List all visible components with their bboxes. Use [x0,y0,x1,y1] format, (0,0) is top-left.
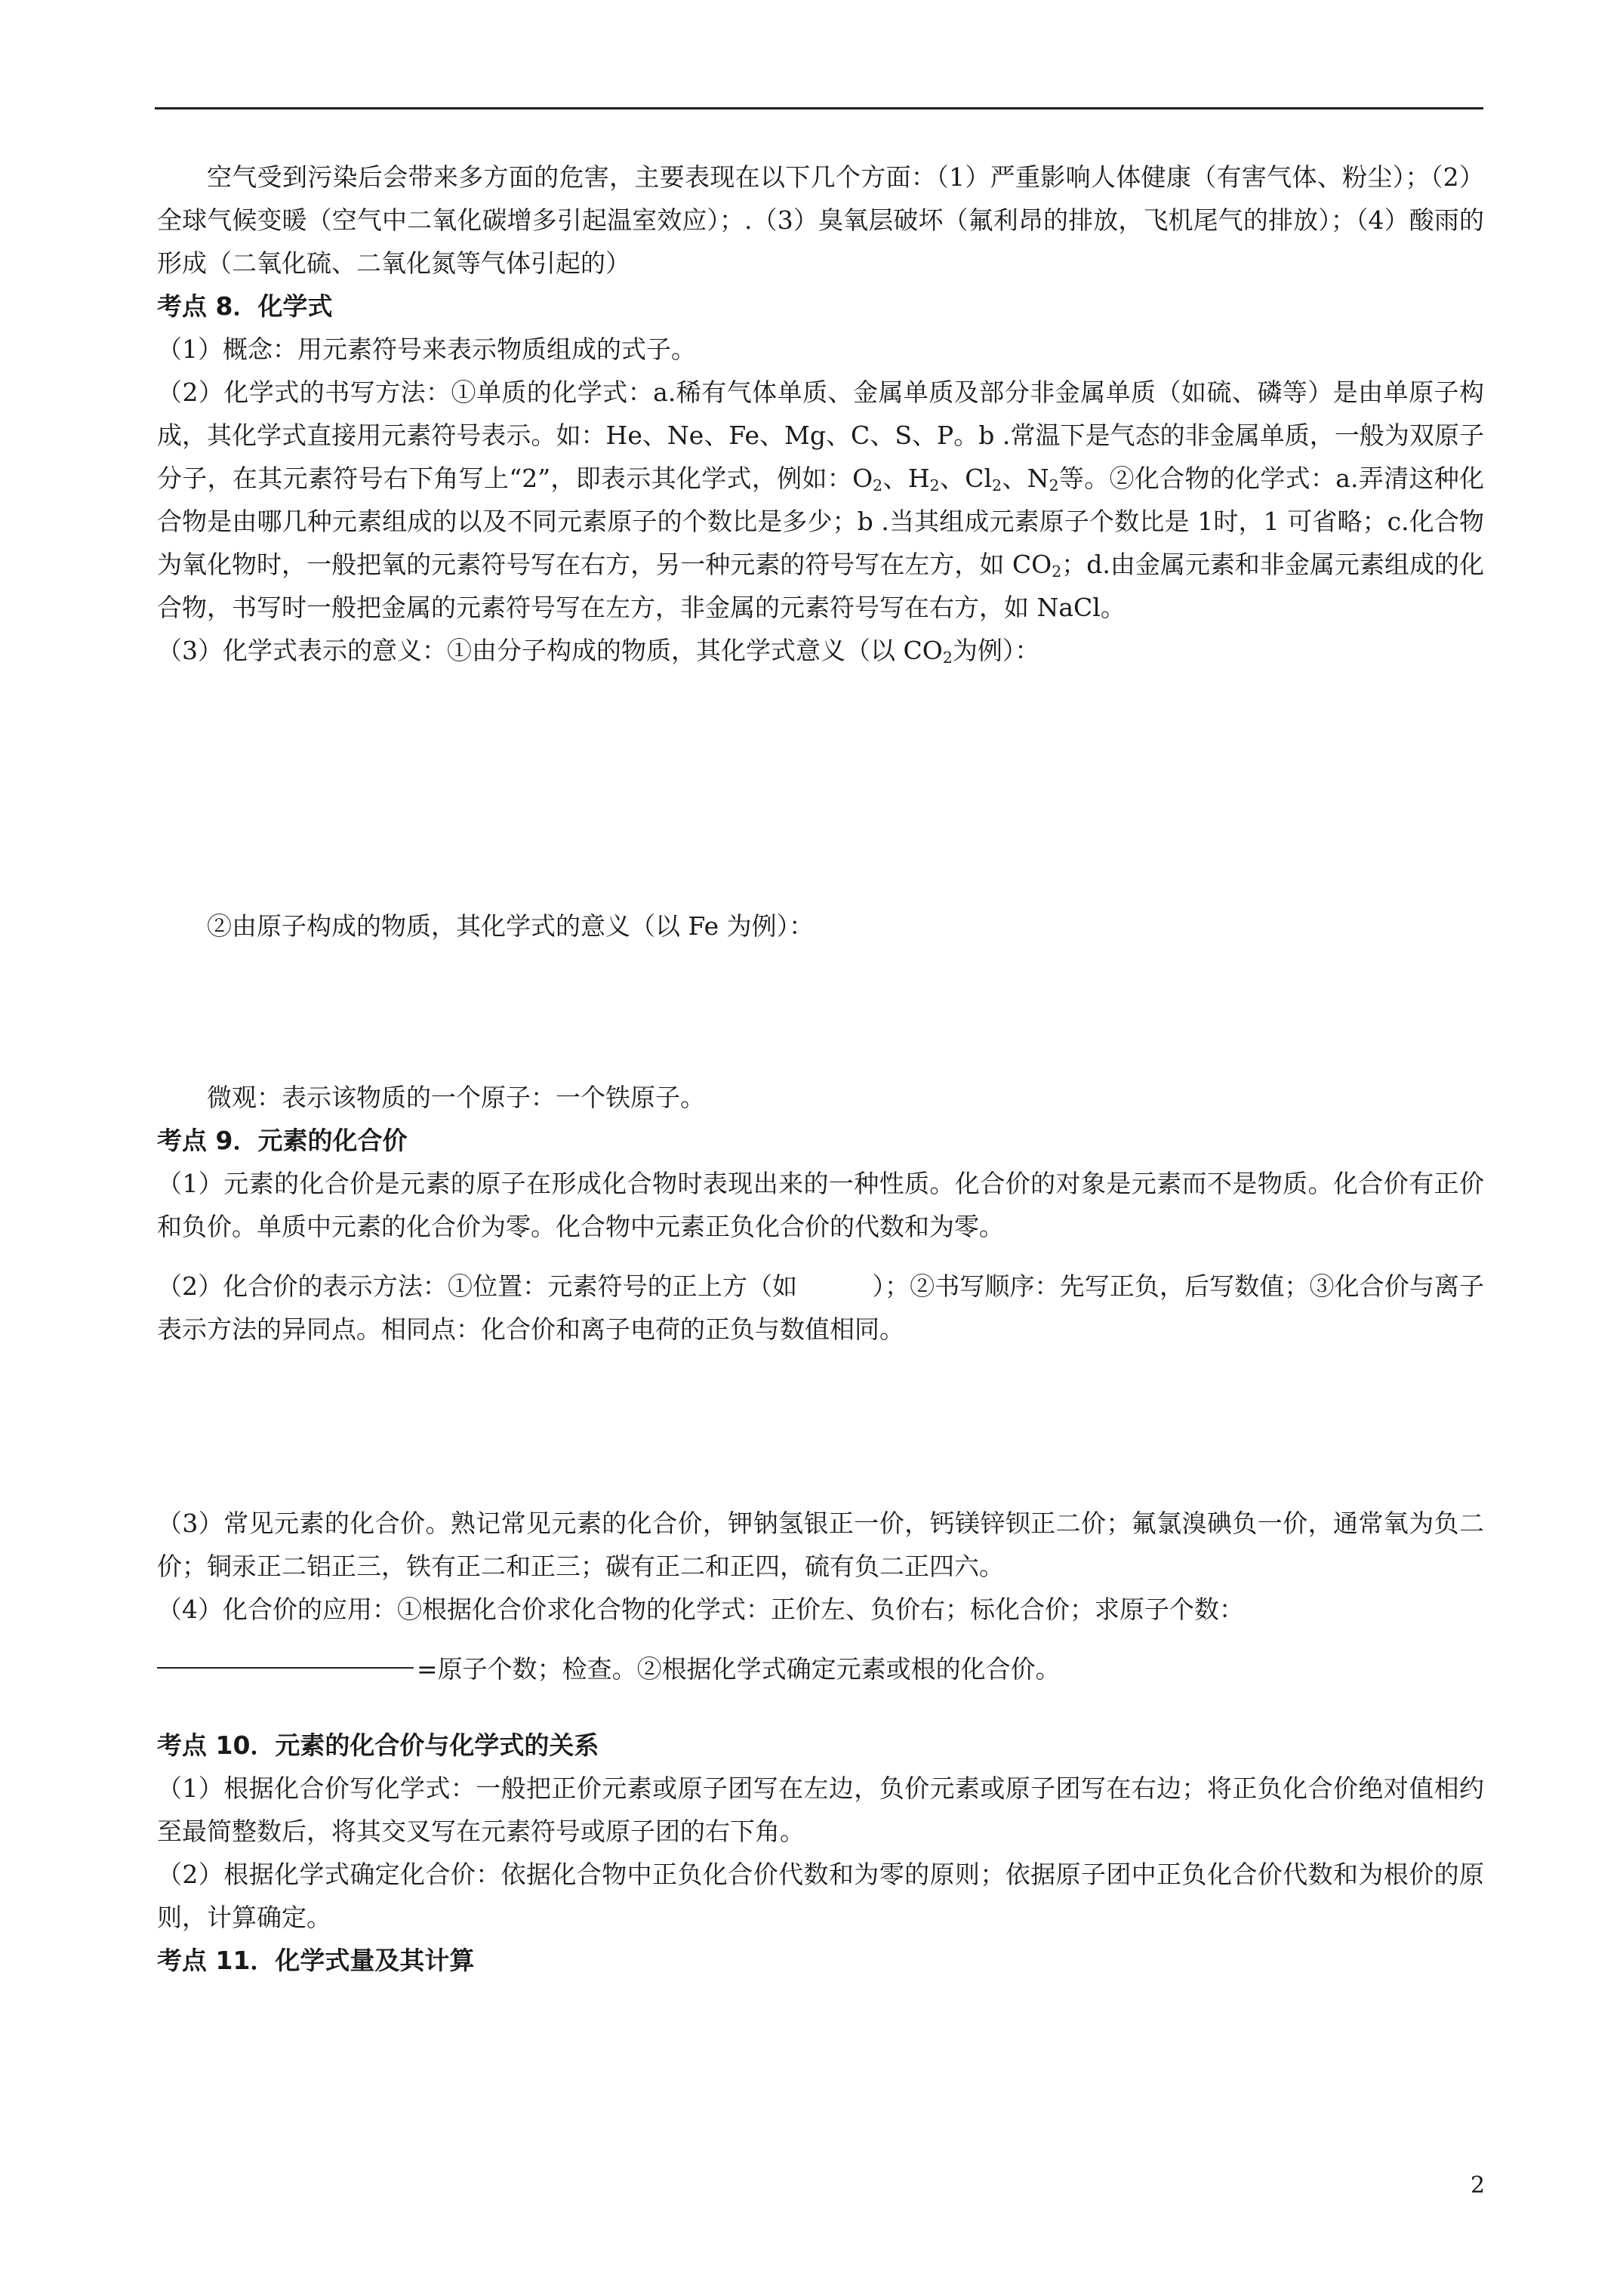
atom-meaning: ②由原子构成的物质，其化学式的意义（以 Fe 为例）： [207,911,815,941]
blank-space-molecule [157,672,1484,905]
document-body [157,156,1484,1982]
common-valences: （3）常见元素的化合价。熟记常见元素的化合价，钾钠氢银正一价，钙镁锌钡正二价；氟氯溴碘负一价，通常氧为负二价；铜汞正二铝正三，铁有正二和正三；碳有正二和正四，硫有负二正四六。 [157,1509,1484,1581]
writing-text-b: 等。②化合物的化学式：a.弄清这种化合物是由哪几种元素组成的以及不同元素原子的个数比是多少；b .当其组成元素原子个数比是 1时，1 可省略；c.化合物为氧化物时，一般把氧的元素符号写在右方，另一种元素的符号写在左方，如 [157,464,1485,579]
valence-notation: （2）化合价的表示方法：①位置：元素符号的正上方（如 ）；②书写顺序：先写正负，后写数值；③化合价与离子表示方法的异同点。相同点：化合价和离子电荷的正负与数值相同。 [157,1271,1484,1344]
formula-co2: $CO_2$ [1012,550,1062,581]
section-title-11: 考点 11．化学式量及其计算 [157,1946,475,1975]
section-title-9: 考点 9．元素的化合价 [157,1126,408,1155]
writing-text-c: ；d.由金属元素和非金属元素组成的化合物，书写时一般把金属的元素符号写在左方，非金属的元素符号写在右方，如 NaCl。 [157,550,1484,622]
header-rule [155,107,1483,109]
formula-o2: $O_2$ [852,464,883,495]
chem-formula-meaning: （3）化学式表示的意义：①由分子构成的物质，其化学式意义（以 $CO_2$为例）： [157,636,1040,667]
blank-space-valence [157,1351,1484,1502]
micro-meaning: 微观：表示该物质的一个原子：一个铁原子。 [207,1083,705,1112]
fraction-blank-line [157,1667,414,1669]
section-title-10: 考点 10．元素的化合价与化学式的关系 [157,1730,599,1760]
valence-application-cont: =原子个数；检查。②根据化学式确定元素或根的化合价。 [157,1647,1484,1690]
air-pollution-paragraph: 空气受到污染后会带来多方面的危害，主要表现在以下几个方面：（1）严重影响人体健康（有害气体、粉尘）；（2）全球气候变暖（空气中二氧化碳增多引起温室效应）；.（3）臭氧层破坏（氟利昂的排放，飞机尾气的排放）；（4）酸雨的形成（二氧化硫、二氧化氮等气体引起的） [157,162,1484,278]
section-title-8: 考点 8．化学式 [157,291,333,321]
writing-text-a: （2）化学式的书写方法：①单质的化学式：a.稀有气体单质、金属单质及部分非金属单质（如硫、磷等）是由单原子构成，其化学式直接用元素符号表示。如：He、Ne、Fe、Mg、C、S、P。b .常温下是气态的非金属单质，一般为双原子分子，在其元素符号右下角写上“2”，即表示其化学式，例如： [157,378,1484,493]
formula-n2: $N_2$ [1027,464,1059,495]
formula-co2-example: $CO_2$ [903,636,953,667]
valence-application: （4）化合价的应用：①根据化合价求化合物的化学式：正价左、负价右；标化合价；求原子个数： [157,1595,1244,1624]
formula-cl2: $Cl_2$ [965,464,1002,495]
valence-from-formula: （2）根据化学式确定化合价：依据化合物中正负化合价代数和为零的原则；依据原子团中正负化合价代数和为根价的原则，计算确定。 [157,1860,1484,1932]
formula-h2: $H_2$ [907,464,940,495]
valence-definition: （1）元素的化合价是元素的原子在形成化合物时表现出来的一种性质。化合价的对象是元素而不是物质。化合价有正价和负价。单质中元素的化合价为零。化合物中元素正负化合价的代数和为零。 [157,1169,1484,1241]
blank-space-atom [157,948,1484,1076]
chem-formula-writing: （2）化学式的书写方法：①单质的化学式：a.稀有气体单质、金属单质及部分非金属单质（如硫、磷等）是由单原子构成，其化学式直接用元素符号表示。如：He、Ne、Fe、Mg、C、S、P。b .常温下是气态的非金属单质，一般为双原子分子，在其元素符号右下角写上“2”，即表示其化学式，例如：$O_2$、$H_2$、$Cl_2$、$N_2$等。②化合物的化学式：a.弄清这种化合物是由哪几种元素组成的以及不同元素原子的个数比是多少；b .当其组成元素原子个数比是 1时，1 可省略；c.化合物为氧化物时，一般把氧的元素符号写在右方，另一种元素的符号写在左方，如 $CO_2$；d.由金属元素和非金属元素组成的化合物，书写时一般把金属的元素符号写在左方，非金属的元素符号写在右方，如 NaCl。 [157,378,1485,622]
chem-formula-concept: （1）概念：用元素符号来表示物质组成的式子。 [157,334,696,364]
write-formula-from-valence: （1）根据化合价写化学式：一般把正价元素或原子团写在左边，负价元素或原子团写在右边；将正负化合价绝对值相约至最简整数后，将其交叉写在元素符号或原子团的右下角。 [157,1774,1484,1846]
page-number: 2 [1471,2172,1486,2199]
